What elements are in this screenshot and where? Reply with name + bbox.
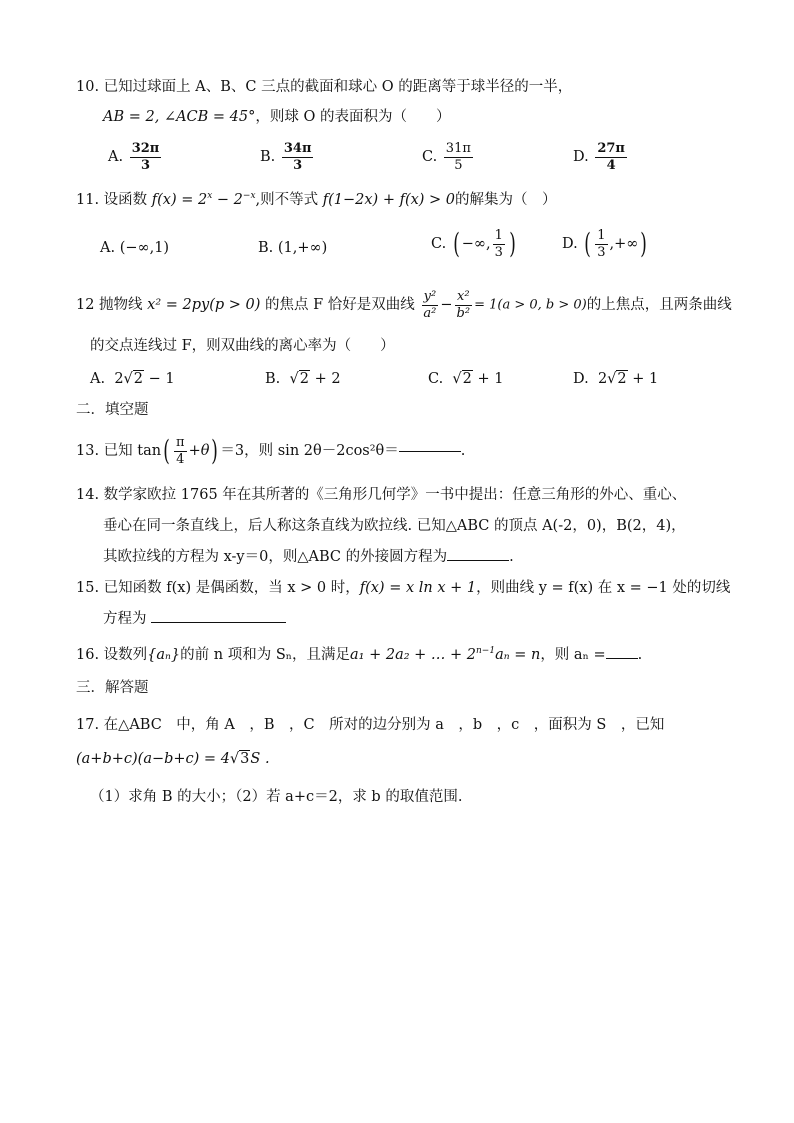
section-answer-heading: 三．解答题 bbox=[76, 680, 149, 696]
q14-line3: 其欧拉线的方程为 x-y＝0，则△ABC 的外接圆方程为 . bbox=[103, 549, 514, 565]
q12-stem-line1: 12 抛物线 x² = 2py(p > 0) 的焦点 F 恰好是双曲线 $\frac{\text{y²}}{\text{a²}}$ − $\frac{\text{x²}}{\text{b²}}$ = 1(a > 0, b > 0)的上焦点，且两条曲线 bbox=[76, 289, 732, 321]
q10-math: AB = 2, ∠ACB = 45° bbox=[103, 109, 256, 125]
answer-blank[interactable] bbox=[151, 622, 286, 623]
q16-stem: 16. 设数列{aₙ}的前 n 项和为 Sₙ，且满足a₁ + 2a₂ + … + $2^{n-1}a_n = n$，则 aₙ = . bbox=[76, 646, 643, 663]
option-label: A. bbox=[108, 149, 124, 166]
option-fraction: $\frac{32\pi}{3}$ bbox=[131, 141, 160, 173]
answer-blank[interactable] bbox=[447, 560, 509, 561]
q11-option-a: A. (−∞,1) bbox=[100, 240, 170, 256]
option-label: C. bbox=[422, 149, 438, 166]
option-fraction: $\frac{27\pi}{4}$ bbox=[597, 141, 625, 173]
q12-stem-line2: 的交点连线过 F，则双曲线的离心率为（ ） bbox=[90, 338, 395, 354]
answer-blank[interactable] bbox=[399, 451, 461, 452]
q10-option-d bbox=[573, 142, 629, 172]
q17-line1: 17. 在△ABC 中，角 A ，B ，C 所对的边分别为 a ，b ，c ，面积为 S ，已知 bbox=[76, 717, 665, 733]
q12-option-d: D. 2√2 + 1 bbox=[573, 371, 659, 387]
option-label: B. bbox=[260, 149, 276, 166]
q14-line1: 14. 数学家欧拉 1765 年在其所著的《三角形几何学》一书中提出：任意三角形的外心、重心、 bbox=[76, 487, 687, 503]
q11-option-d: D. ( $\frac{1}{3}$ ,+∞) bbox=[562, 227, 648, 261]
option-label: D. bbox=[573, 149, 589, 166]
q12-option-a: A. 2√2 − 1 bbox=[90, 371, 175, 387]
option-fraction: $\frac{34\pi}{3}$ bbox=[283, 141, 312, 173]
q12-option-c: C. √2 + 1 bbox=[428, 371, 504, 387]
q11-stem: 11. 设函数 $f(x) = 2^x - 2^{-x}$,则不等式 f(1−2x) + f(x) > 0的解集为（ ） bbox=[76, 191, 557, 208]
q11-option-b: B. (1,+∞) bbox=[258, 240, 328, 256]
q15-line2: 方程为 bbox=[103, 612, 286, 627]
q13-stem: 13. 已知 tan( $\frac{\pi}{4}$ +θ) ＝3，则 sin 2θ－2cos²θ＝ . bbox=[76, 434, 466, 468]
q10-stem-text: ，则球 O 的表面积为（ ） bbox=[255, 109, 451, 125]
q10-option-c bbox=[422, 142, 475, 172]
q12-option-b: B. √2 + 2 bbox=[265, 371, 341, 387]
q17-line2: (a+b+c)(a−b+c) = 4√3S . bbox=[76, 751, 270, 767]
q10-stem-line1: 10. 已知过球面上 A、B、C 三点的截面和球心 O 的距离等于球半径的一半， bbox=[76, 79, 573, 95]
q10-option-a bbox=[108, 142, 163, 172]
section-fill-in-heading: 二．填空题 bbox=[76, 402, 149, 418]
q10-stem-line2 bbox=[103, 110, 451, 125]
q14-line2: 垂心在同一条直线上，后人称这条直线为欧拉线. 已知△ABC 的顶点 A(-2，0)，B(2，4)， bbox=[103, 518, 686, 534]
q17-line3: （1）求角 B 的大小；（2）若 a+c＝2，求 b 的取值范围. bbox=[90, 789, 463, 805]
q11-option-c: C. ( −∞, $\frac{1}{3}$ ) bbox=[431, 227, 516, 261]
q15-line1: 15. 已知函数 f(x) 是偶函数，当 x > 0 时，f(x) = x ln x + 1，则曲线 y = f(x) 在 x = −1 处的切线 bbox=[76, 580, 731, 596]
option-fraction: $\frac{31\pi}{5}$ bbox=[445, 141, 471, 173]
answer-blank[interactable] bbox=[606, 658, 638, 659]
q10-option-b bbox=[260, 142, 315, 172]
